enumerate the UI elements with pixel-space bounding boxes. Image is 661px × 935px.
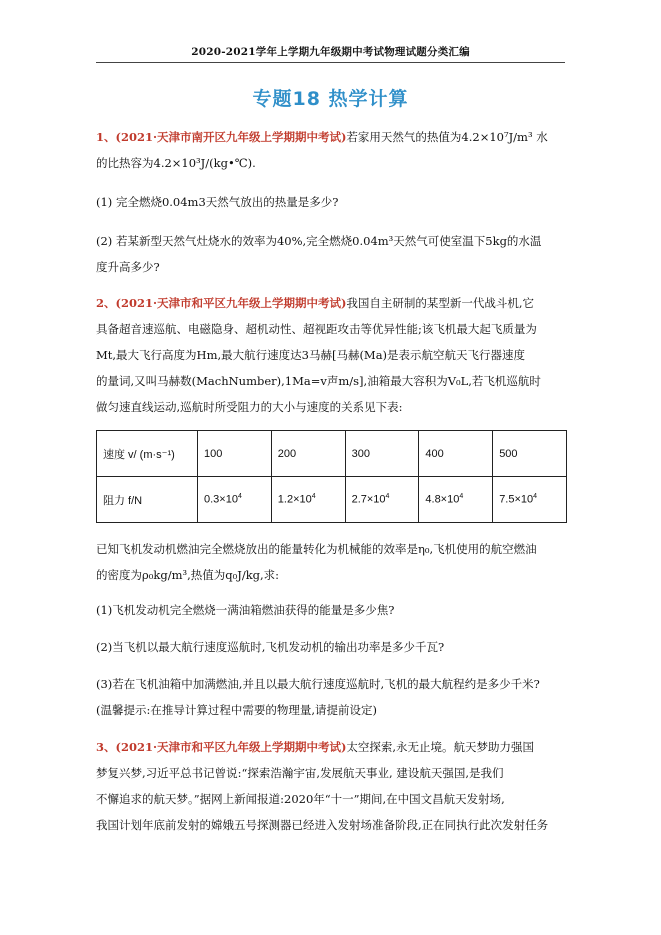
table-cell: $7.5\times 10^4$ bbox=[493, 477, 567, 523]
table-cell: 300 bbox=[345, 431, 419, 477]
question-1-part-1: (1) 完全燃烧0.04m3天然气放出的热量是多少? bbox=[96, 195, 339, 209]
question-2-line: 具备超音速巡航、电磁隐身、超机动性、超视距攻击等优异性能;该飞机最大起飞质量为 bbox=[96, 322, 537, 336]
table-cell: $4.8\times 10^4$ bbox=[419, 477, 493, 523]
question-1-text: 若家用天然气的热值为4.2×10⁷J/m³ 水 bbox=[346, 130, 548, 144]
question-2-line: Mt,最大飞行高度为Hm,最大航行速度达3马赫[马赫(Ma)是表示航空航天飞行器速度 bbox=[96, 348, 526, 362]
page-title: 专题18 热学计算 bbox=[252, 88, 409, 110]
table-cell: 100 bbox=[198, 431, 272, 477]
speed-drag-table bbox=[96, 430, 567, 523]
question-2-source: 2、(2021·天津市和平区九年级上学期期中考试) bbox=[96, 296, 347, 310]
question-1-part-2-line-2: 度升高多少? bbox=[96, 260, 160, 274]
table-cell: $0.3\times 10^4$ bbox=[198, 477, 272, 523]
question-1-part-2-line-1: (2) 若某新型天然气灶烧水的效率为40%,完全燃烧0.04m³天然气可使室温下5kg的水温 bbox=[96, 234, 542, 248]
question-2-given-line-2: 的密度为ρ₀kg/m³,热值为q₀J/kg,求: bbox=[96, 568, 280, 582]
table-row bbox=[97, 431, 567, 477]
table-row-label: 阻力 f/N bbox=[97, 477, 198, 523]
question-1-part-2 bbox=[96, 228, 566, 280]
question-2-hint: (温馨提示:在推导计算过程中需要的物理量,请提前设定) bbox=[96, 703, 378, 717]
question-1 bbox=[96, 124, 566, 176]
table-cell: 400 bbox=[419, 431, 493, 477]
question-2-line: 的量词,又叫马赫数(MachNumber),1Ma=v声m/s],油箱最大容积为V₀L,若飞机巡航时 bbox=[96, 374, 541, 388]
question-1-text-cont: 的比热容为4.2×10³J/(kg•℃). bbox=[96, 156, 256, 170]
page-header: 2020-2021学年上学期九年级期中考试物理试题分类汇编 bbox=[191, 46, 470, 58]
question-3-text: 太空探索,永无止境。航天梦助力强国 bbox=[346, 740, 535, 754]
table-row-label: 速度 v/ (m·s⁻¹) bbox=[97, 431, 198, 477]
question-1-source: 1、(2021·天津市南开区九年级上学期期中考试) bbox=[96, 130, 347, 144]
table-cell: $2.7\times 10^4$ bbox=[345, 477, 419, 523]
header-divider bbox=[96, 62, 565, 63]
table-cell: 200 bbox=[271, 431, 345, 477]
question-2-sub-2: (2)当飞机以最大航行速度巡航时,飞机发动机的输出功率是多少千瓦? bbox=[96, 640, 445, 654]
question-3-source: 3、(2021·天津市和平区九年级上学期期中考试) bbox=[96, 740, 347, 754]
question-2-sub-1: (1)飞机发动机完全燃烧一满油箱燃油获得的能量是多少焦? bbox=[96, 603, 395, 617]
question-3 bbox=[96, 734, 566, 838]
question-2-given bbox=[96, 536, 566, 588]
question-2-sub-3 bbox=[96, 671, 566, 723]
question-2 bbox=[96, 290, 566, 420]
table-cell: 500 bbox=[493, 431, 567, 477]
question-2-sub-3-line-1: (3)若在飞机油箱中加满燃油,并且以最大航行速度巡航时,飞机的最大航程约是多少千米? bbox=[96, 677, 540, 691]
question-2-given-line-1: 已知飞机发动机燃油完全燃烧放出的能量转化为机械能的效率是η₀,飞机使用的航空燃油 bbox=[96, 542, 537, 556]
question-2-text: 我国自主研制的某型新一代战斗机,它 bbox=[346, 296, 535, 310]
question-3-line: 梦复兴梦,习近平总书记曾说:“探索浩瀚宇宙,发展航天事业, 建设航天强国,是我们 bbox=[96, 766, 504, 780]
table-row bbox=[97, 477, 567, 523]
table-cell: $1.2\times 10^4$ bbox=[271, 477, 345, 523]
question-2-line: 做匀速直线运动,巡航时所受阻力的大小与速度的关系见下表: bbox=[96, 400, 403, 414]
question-3-line: 不懈追求的航天梦。”据网上新闻报道:2020年“十一”期间,在中国文昌航天发射场, bbox=[96, 792, 505, 806]
question-3-line: 我国计划年底前发射的嫦娥五号探测器已经进入发射场准备阶段,正在同执行此次发射任务 bbox=[96, 818, 549, 832]
